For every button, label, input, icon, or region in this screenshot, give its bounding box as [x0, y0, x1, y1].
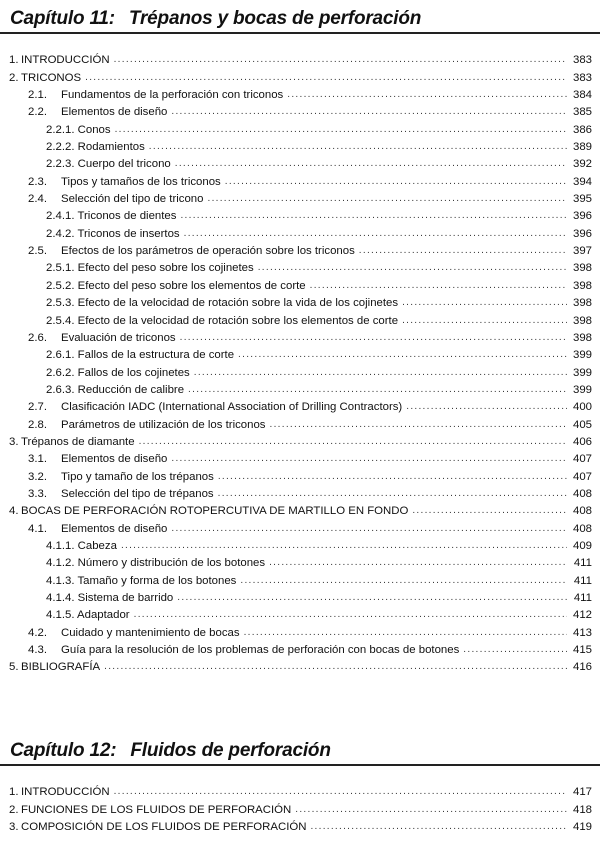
dot-leader	[114, 786, 567, 799]
toc-entry-label	[9, 436, 139, 449]
toc-entry[interactable]	[0, 328, 600, 345]
toc-entry-text: BIBLIOGRAFÍA	[21, 661, 101, 674]
toc-entry-page: 392	[572, 158, 592, 171]
toc-entry[interactable]	[0, 345, 600, 362]
toc-entry[interactable]	[0, 258, 600, 275]
toc-entry-page: 398	[572, 279, 592, 292]
dot-leader	[85, 72, 567, 85]
toc-entry-number: 2.	[9, 71, 19, 84]
toc-entry-label	[28, 106, 171, 119]
toc-entry[interactable]	[0, 380, 600, 397]
toc-entry-number: 3.	[9, 821, 19, 834]
toc-entry-label	[9, 505, 412, 518]
toc-entry-page: 405	[572, 418, 592, 431]
toc-entry-page: 408	[572, 522, 592, 535]
toc-entry[interactable]	[0, 518, 600, 535]
toc-entry-number: 2.1.	[28, 89, 47, 102]
toc-entry-page: 384	[572, 89, 592, 102]
toc-entry-label	[46, 280, 310, 293]
chapter-12-title: Fluidos de perforación	[130, 740, 331, 761]
dot-leader	[295, 804, 567, 817]
toc-entry-label	[9, 72, 85, 85]
toc-entry[interactable]	[0, 293, 600, 310]
toc-entry-number: 1.	[9, 786, 19, 799]
toc-entry-label	[28, 401, 406, 414]
toc-entry-label	[46, 262, 258, 275]
toc-entry[interactable]	[0, 657, 600, 674]
toc-entry-label	[46, 124, 115, 137]
dot-leader	[463, 644, 567, 657]
dot-leader	[171, 453, 567, 466]
toc-entry-number: 2.4.	[28, 193, 47, 206]
toc-entry-label	[28, 471, 218, 484]
toc-entry[interactable]	[0, 119, 600, 136]
dot-leader	[287, 89, 567, 102]
toc-entry-number: 2.2.	[28, 106, 47, 119]
chapter-11-rule	[0, 32, 600, 34]
toc-entry-text: Efectos de los parámetros de operación sobre los triconos	[61, 245, 355, 258]
toc-entry-text: Evaluación de triconos	[61, 331, 176, 344]
toc-entry-page: 398	[572, 297, 592, 310]
toc-entry-text: Trépanos de diamante	[21, 435, 135, 448]
toc-entry-text: FUNCIONES DE LOS FLUIDOS DE PERFORACIÓN	[21, 803, 292, 816]
toc-entry-label	[46, 609, 134, 622]
toc-entry[interactable]	[0, 817, 600, 834]
toc-entry-text: Parámetros de utilización de los triconos	[61, 418, 266, 431]
toc-entry-text: 2.5.2. Efecto del peso sobre los elementos de corte	[46, 279, 306, 292]
dot-leader	[207, 193, 567, 206]
dot-leader	[184, 228, 567, 241]
toc-entry-text: 4.1.4. Sistema de barrido	[46, 592, 174, 604]
toc-entry-page: 398	[572, 331, 592, 344]
toc-entry-text: 2.6.2. Fallos de los cojinetes	[46, 366, 190, 379]
toc-entry-text: 4.1.2. Número y distribución de los botones	[46, 557, 266, 570]
chapter-11-toc	[0, 50, 600, 674]
toc-entry-number: 2.3.	[28, 175, 47, 188]
toc-entry-text: TRICONOS	[21, 71, 82, 84]
dot-leader	[171, 106, 567, 119]
chapter-12-section	[0, 732, 600, 834]
toc-entry-number: 2.7.	[28, 401, 47, 414]
chapter-12-heading	[0, 732, 600, 762]
dot-leader	[218, 471, 567, 484]
toc-entry-label	[9, 804, 295, 817]
toc-entry-label	[46, 297, 402, 310]
toc-entry-text: 2.6.3. Reducción de calibre	[46, 383, 185, 396]
dot-leader	[270, 419, 568, 432]
toc-entry[interactable]	[0, 605, 600, 622]
toc-entry-text: 2.2.2. Rodamientos	[46, 141, 145, 154]
toc-entry-page: 418	[572, 803, 592, 816]
chapter-11-heading	[0, 0, 600, 30]
toc-entry-number: 4.	[9, 505, 19, 518]
toc-entry[interactable]	[0, 154, 600, 171]
toc-entry[interactable]	[0, 414, 600, 431]
toc-entry-page: 406	[572, 435, 592, 448]
chapter-12-rule	[0, 764, 600, 766]
toc-entry-label	[46, 575, 240, 588]
toc-entry-text: 4.1.1. Cabeza	[46, 539, 117, 552]
toc-entry-label	[46, 592, 177, 605]
toc-entry-page: 407	[572, 453, 592, 466]
toc-entry[interactable]	[0, 449, 600, 466]
toc-entry-label	[28, 627, 244, 640]
toc-entry[interactable]	[0, 223, 600, 240]
toc-entry-label	[46, 228, 184, 241]
chapter-11-title: Trépanos y bocas de perforación	[128, 8, 422, 29]
toc-entry-label	[9, 661, 104, 674]
toc-entry-text: BOCAS DE PERFORACIÓN ROTOPERCUTIVA DE MARTILLO EN FONDO	[21, 505, 409, 518]
toc-entry-page: 408	[572, 505, 592, 518]
toc-entry-label	[46, 349, 238, 362]
toc-entry-text: Selección del tipo de tricono	[61, 193, 204, 206]
toc-entry[interactable]	[0, 310, 600, 327]
toc-entry-page: 383	[572, 71, 592, 84]
toc-entry[interactable]	[0, 362, 600, 379]
toc-entry-page: 413	[572, 626, 592, 639]
toc-entry-number: 2.8.	[28, 418, 47, 431]
toc-entry[interactable]	[0, 171, 600, 188]
dot-leader	[180, 210, 567, 223]
toc-entry-text: Cuidado y mantenimiento de bocas	[61, 626, 240, 639]
toc-entry-page: 400	[572, 401, 592, 414]
toc-entry-page: 408	[572, 487, 592, 500]
toc-entry-text: Selección del tipo de trépanos	[61, 487, 214, 500]
toc-entry-text: Elementos de diseño	[61, 453, 168, 466]
toc-entry-text: 4.1.3. Tamaño y forma de los botones	[46, 574, 237, 587]
dot-leader	[180, 332, 567, 345]
toc-entry[interactable]	[0, 799, 600, 816]
toc-entry-text: 2.5.3. Efecto de la velocidad de rotación sobre la vida de los cojinetes	[46, 297, 399, 310]
toc-entry-page: 399	[572, 366, 592, 379]
toc-entry[interactable]	[0, 622, 600, 639]
toc-entry-page: 385	[572, 106, 592, 119]
toc-entry-label	[46, 210, 180, 223]
toc-entry-page: 409	[572, 539, 592, 552]
toc-entry-label	[46, 540, 121, 553]
toc-entry[interactable]	[0, 189, 600, 206]
toc-entry-page: 411	[573, 574, 592, 587]
toc-entry-label	[28, 176, 225, 189]
toc-entry-text: 2.5.4. Efecto de la velocidad de rotación sobre los elementos de corte	[46, 314, 399, 327]
dot-leader	[115, 124, 567, 137]
toc-entry[interactable]	[0, 102, 600, 119]
dot-leader	[121, 540, 567, 553]
toc-entry-text: Tipo y tamaño de los trépanos	[61, 470, 214, 483]
toc-entry[interactable]	[0, 85, 600, 102]
toc-entry[interactable]	[0, 536, 600, 553]
toc-entry[interactable]	[0, 50, 600, 67]
toc-entry-text: 4.1.5. Adaptador	[46, 609, 130, 622]
toc-entry-label	[9, 821, 310, 834]
toc-entry[interactable]	[0, 501, 600, 518]
toc-entry-label	[46, 367, 194, 380]
dot-leader	[238, 349, 567, 362]
toc-entry-text: COMPOSICIÓN DE LOS FLUIDOS DE PERFORACIÓN	[21, 821, 307, 834]
toc-entry-page: 399	[572, 349, 592, 362]
toc-entry-label	[28, 193, 207, 206]
toc-entry-text: Fundamentos de la perforación con triconos	[61, 89, 284, 102]
toc-entry-number: 2.5.	[28, 245, 47, 258]
dot-leader	[114, 54, 567, 67]
toc-entry-label	[9, 54, 114, 67]
toc-entry-label	[28, 453, 171, 466]
toc-entry-page: 407	[572, 470, 592, 483]
toc-entry-label	[28, 523, 171, 536]
toc-entry[interactable]	[0, 484, 600, 501]
toc-entry-label	[46, 557, 269, 570]
dot-leader	[406, 401, 567, 414]
toc-entry-label	[46, 158, 175, 171]
dot-leader	[310, 821, 567, 834]
dot-leader	[171, 523, 567, 536]
dot-leader	[244, 627, 567, 640]
toc-entry-number: 4.1.	[28, 522, 47, 535]
toc-entry[interactable]	[0, 206, 600, 223]
toc-entry[interactable]	[0, 432, 600, 449]
toc-entry-label	[46, 141, 149, 154]
dot-leader	[139, 436, 567, 449]
dot-leader	[218, 488, 567, 501]
toc-entry-page: 398	[572, 262, 592, 275]
toc-entry-text: INTRODUCCIÓN	[21, 786, 110, 799]
toc-entry-label	[28, 89, 287, 102]
toc-entry[interactable]	[0, 640, 600, 657]
toc-entry-page: 386	[572, 123, 592, 136]
dot-leader	[225, 176, 567, 189]
dot-leader	[402, 315, 567, 328]
toc-entry-label	[28, 488, 218, 501]
toc-entry[interactable]	[0, 553, 600, 570]
toc-entry-label	[46, 315, 402, 328]
toc-entry-page: 394	[572, 175, 592, 188]
toc-entry-label	[9, 786, 114, 799]
toc-entry-text: 2.2.3. Cuerpo del tricono	[46, 158, 171, 171]
toc-entry-number: 3.2.	[28, 470, 47, 483]
toc-entry-number: 2.6.	[28, 331, 47, 344]
toc-entry-label	[46, 384, 188, 397]
dot-leader	[359, 245, 567, 258]
toc-entry-number: 4.2.	[28, 626, 47, 639]
toc-entry-number: 3.1.	[28, 453, 47, 466]
chapter-12-number: Capítulo 12:	[10, 740, 117, 761]
toc-entry[interactable]	[0, 241, 600, 258]
chapter-11-number: Capítulo 11:	[10, 8, 115, 29]
toc-entry-label	[28, 332, 180, 345]
dot-leader	[188, 384, 567, 397]
toc-entry-number: 4.3.	[28, 644, 47, 657]
dot-leader	[412, 505, 567, 518]
toc-entry-page: 395	[572, 193, 592, 206]
toc-entry-text: 2.5.1. Efecto del peso sobre los cojinetes	[46, 262, 254, 275]
toc-entry-label	[28, 419, 270, 432]
toc-entry[interactable]	[0, 588, 600, 605]
toc-entry[interactable]	[0, 397, 600, 414]
toc-entry[interactable]	[0, 275, 600, 292]
toc-entry-text: Guía para la resolución de los problemas de perforación con bocas de botones	[61, 644, 460, 657]
toc-entry-text: Elementos de diseño	[61, 522, 168, 535]
toc-entry[interactable]	[0, 137, 600, 154]
toc-entry-number: 3.	[9, 435, 19, 448]
toc-entry-number: 5.	[9, 661, 19, 674]
toc-entry-page: 396	[572, 210, 592, 223]
toc-entry-number: 2.	[9, 803, 19, 816]
toc-entry-label	[28, 245, 359, 258]
dot-leader	[258, 262, 567, 275]
toc-entry-page: 383	[572, 54, 592, 67]
toc-entry-page: 411	[573, 592, 592, 604]
toc-entry-page: 399	[572, 383, 592, 396]
toc-entry-text: Tipos y tamaños de los triconos	[61, 175, 221, 188]
toc-entry[interactable]	[0, 782, 600, 799]
toc-entry-page: 397	[572, 245, 592, 258]
dot-leader	[175, 158, 567, 171]
toc-entry-page: 415	[572, 644, 592, 657]
toc-entry-page: 389	[572, 141, 592, 154]
toc-entry-text: 2.6.1. Fallos de la estructura de corte	[46, 349, 235, 362]
dot-leader	[104, 661, 567, 674]
dot-leader	[310, 280, 567, 293]
toc-entry-page: 419	[572, 821, 592, 834]
toc-entry-page: 416	[572, 661, 592, 674]
dot-leader	[149, 141, 567, 154]
toc-entry-number: 3.3.	[28, 487, 47, 500]
dot-leader	[194, 367, 567, 380]
toc-entry[interactable]	[0, 570, 600, 587]
dot-leader	[402, 297, 567, 310]
toc-entry-text: 2.2.1. Conos	[46, 123, 111, 136]
toc-entry-page: 411	[573, 557, 592, 570]
toc-entry-label	[28, 644, 463, 657]
dot-leader	[177, 592, 567, 605]
toc-entry-text: 2.4.2. Triconos de insertos	[46, 227, 180, 240]
toc-entry-text: 2.4.1. Triconos de dientes	[46, 210, 177, 223]
dot-leader	[240, 575, 567, 588]
chapter-12-toc	[0, 782, 600, 834]
toc-entry-text: Elementos de diseño	[61, 106, 168, 119]
toc-entry-page: 398	[572, 314, 592, 327]
toc-entry[interactable]	[0, 466, 600, 483]
toc-entry-page: 412	[572, 609, 592, 622]
dot-leader	[269, 557, 567, 570]
toc-entry-number: 1.	[9, 54, 19, 67]
toc-entry[interactable]	[0, 67, 600, 84]
toc-entry-page: 417	[572, 786, 592, 799]
toc-entry-text: Clasificación IADC (International Association of Drilling Contractors)	[61, 401, 403, 414]
toc-entry-text: INTRODUCCIÓN	[21, 54, 110, 67]
toc-entry-page: 396	[572, 227, 592, 240]
dot-leader	[134, 609, 567, 622]
